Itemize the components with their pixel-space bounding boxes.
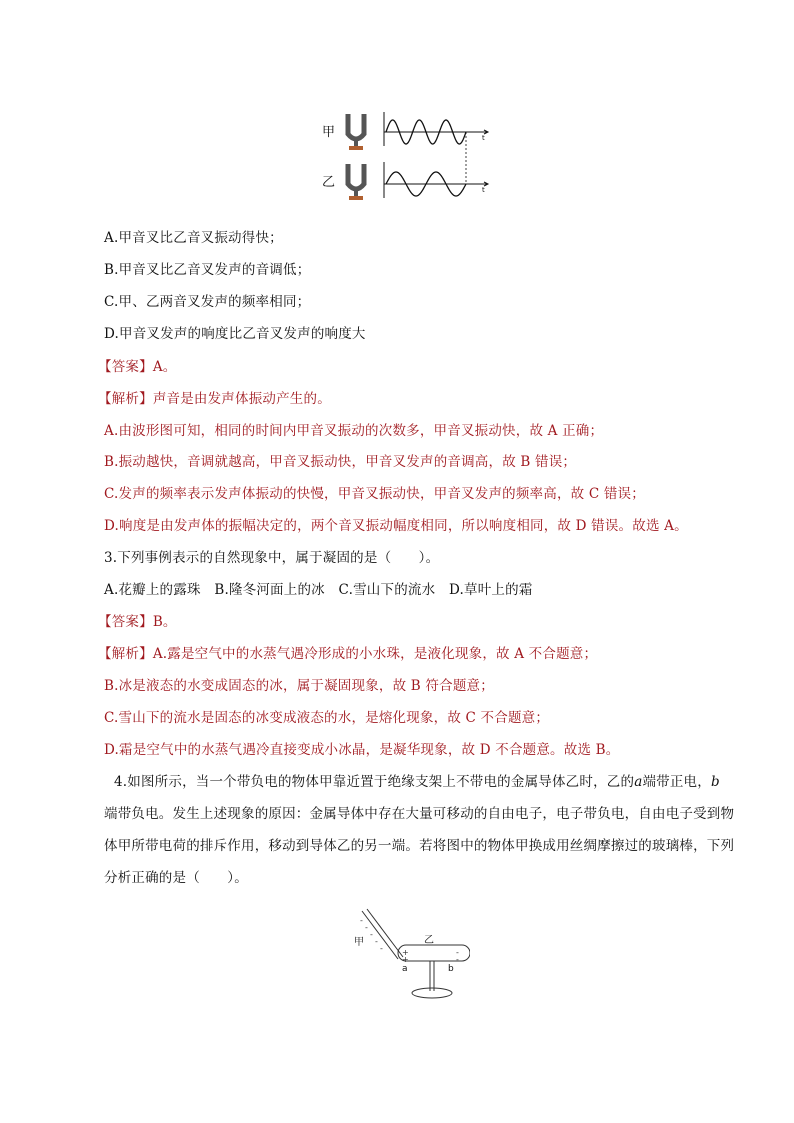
q4-stem-line-2: 端带负电。发生上述现象的原因：金属导体中存在大量可移动的自由电子，电子带负电，自由电子受到物 <box>104 806 735 822</box>
q2-option-b: B.甲音叉比乙音叉发声的音调低； <box>104 262 311 278</box>
q4-stem-line-1: 4.如图所示，当一个带负电的物体甲靠近置于绝缘支架上不带电的金属导体乙时，乙的a端带正电，b <box>114 774 720 790</box>
q2-analysis-intro: 【解析】声音是由发声体振动产生的。 <box>98 391 331 407</box>
q3-analysis-a: 【解析】A.露是空气中的水蒸气遇冷形成的小水珠，是液化现象，故 A 不合题意； <box>98 646 598 662</box>
q3-analysis-d: D.霜是空气中的水蒸气遇冷直接变成小冰晶，是凝华现象，故 D 不合题意。故选 B。 <box>104 742 620 758</box>
svg-text:-: - <box>365 923 368 932</box>
q2-answer <box>98 357 176 377</box>
axis-t-label-jia: t <box>482 134 485 142</box>
svg-text:-: - <box>380 944 383 953</box>
insulating-stand <box>412 961 452 998</box>
svg-text:-: - <box>370 930 373 939</box>
svg-text:+: + <box>402 955 409 964</box>
electrostatic-induction-figure <box>340 905 470 1000</box>
answer-tag: 【答案】 <box>98 359 153 375</box>
svg-text:-: - <box>375 937 378 946</box>
q3-analysis-c: C.雪山下的流水是固态的冰变成液态的水，是熔化现象，故 C 不合题意； <box>104 710 550 726</box>
svg-text:-: - <box>456 948 459 957</box>
q2-analysis-b: B.振动越快，音调就越高，甲音叉振动快，甲音叉发声的音调高，故 B 错误； <box>104 454 577 470</box>
analysis-tag: 【解析】 <box>98 646 153 662</box>
answer-value: A。 <box>152 359 177 375</box>
tuning-fork-jia-icon <box>348 114 364 150</box>
q2-analysis-c: C.发声的频率表示发声体振动的快慢，甲音叉振动快，甲音叉发声的频率高，故 C 错误； <box>104 486 645 502</box>
answer-tag: 【答案】 <box>98 614 153 630</box>
q2-option-d: D.甲音叉发声的响度比乙音叉发声的响度大 <box>104 326 366 342</box>
q3-options: A.花瓣上的露珠 B.隆冬河面上的冰 C.雪山下的流水 D.草叶上的霜 <box>104 582 533 598</box>
q2-analysis-a: A.由波形图可知，相同的时间内甲音叉振动的次数多，甲音叉振动快，故 A 正确； <box>104 423 604 439</box>
q4-stem-line-3: 体甲所带电荷的排斥作用，移动到导体乙的另一端。若将图中的物体甲换成用丝绸摩擦过的玻璃棒，下列 <box>104 838 735 854</box>
charged-rod-jia <box>360 909 403 959</box>
figure-label-yi: 乙 <box>424 935 434 946</box>
q3-stem: 3.下列事例表示的自然现象中，属于凝固的是（ ）。 <box>104 550 440 566</box>
axis-t-label-yi: t <box>482 186 485 194</box>
q3-answer <box>98 612 177 632</box>
answer-value: B。 <box>152 614 177 630</box>
q2-option-c: C.甲、乙两音叉发声的频率相同； <box>104 294 311 310</box>
svg-text:-: - <box>360 916 363 925</box>
svg-text:-: - <box>456 955 459 964</box>
svg-text:+: + <box>402 948 409 957</box>
q2-analysis-d: D.响度是由发声体的振幅决定的，两个音叉振动幅度相同，所以响度相同，故 D 错误。故选 A。 <box>104 518 688 534</box>
tuning-fork-waveform-figure <box>318 108 498 208</box>
q2-option-a: A.甲音叉比乙音叉振动得快； <box>104 230 283 246</box>
figure-label-jia: 甲 <box>354 937 364 948</box>
q4-stem-line-4: 分析正确的是（ ）。 <box>104 870 248 886</box>
figure-label-yi: 乙 <box>322 175 336 190</box>
q3-analysis-b: B.冰是液态的水变成固态的冰，属于凝固现象，故 B 符合题意； <box>104 678 494 694</box>
figure-label-jia: 甲 <box>322 125 336 140</box>
end-label-b: b <box>448 964 454 974</box>
analysis-tag: 【解析】 <box>98 391 153 407</box>
end-label-a: a <box>402 964 408 974</box>
tuning-fork-yi-icon <box>348 164 364 200</box>
